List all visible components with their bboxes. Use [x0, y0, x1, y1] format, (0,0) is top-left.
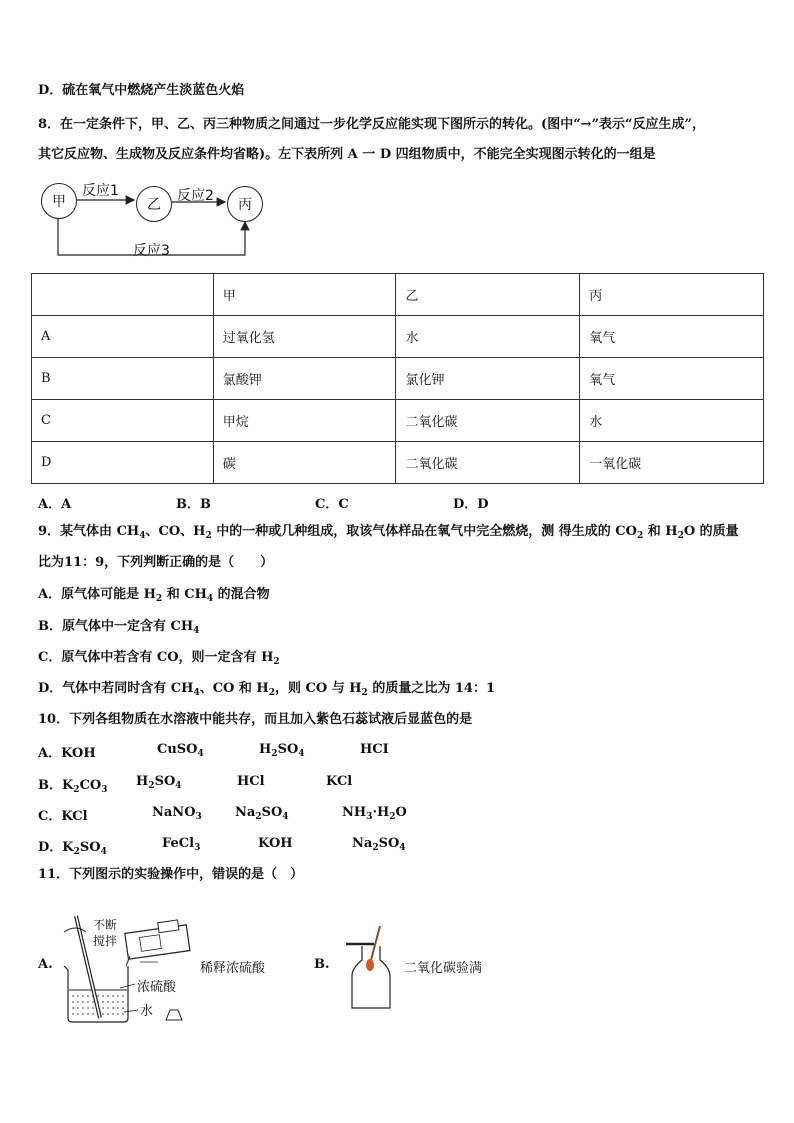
q11-stem: 11．下列图示的实验操作中，错误的是（ ） — [38, 867, 304, 882]
table-cell: D — [32, 442, 214, 484]
beaker-drawing — [60, 910, 200, 1030]
node-bing: 丙 — [227, 186, 263, 222]
table-cell: 氧气 — [580, 358, 764, 400]
q10-c-3: $Na_2SO_4$ — [235, 805, 289, 822]
q9-option-c: C．原气体中若含有 CO，则一定含有 $H_2$ — [38, 650, 280, 667]
q11-a-letter: A. — [38, 957, 53, 972]
q11-a-caption: 稀释浓硫酸 — [200, 961, 266, 976]
table-cell: 二氧化碳 — [396, 442, 580, 484]
q9-option-d: D．气体中若同时含有 $CH_4$、CO 和 $H_2$，则 CO 与 $H_2$ 的质量之比为 14：1 — [38, 681, 495, 698]
table-row — [32, 400, 764, 442]
substance-table — [31, 273, 764, 484]
q10-b-4: KCl — [326, 774, 353, 789]
table-header-cell: 甲 — [213, 274, 396, 316]
label-stir-1: 不断 — [93, 918, 118, 932]
label-conc-acid: 浓硫酸 — [137, 980, 177, 995]
q8-option-b: B．B — [176, 497, 211, 512]
table-cell: 过氧化氢 — [213, 316, 396, 358]
q10-d-4: $Na_2SO_4$ — [352, 836, 406, 853]
table-cell: 水 — [580, 400, 764, 442]
label-water: 水 — [140, 1004, 154, 1019]
table-header-cell: 乙 — [396, 274, 580, 316]
q10-c-2: NaNO$_3$ — [152, 805, 202, 822]
edge-label-reaction1: 反应1 — [82, 183, 119, 199]
table-row — [32, 442, 764, 484]
table-header-cell: 丙 — [580, 274, 764, 316]
edge-label-reaction2: 反应2 — [177, 188, 214, 204]
q10-b-2: $H_2SO_4$ — [136, 774, 182, 791]
table-cell: 碳 — [213, 442, 396, 484]
q9-option-a: A．原气体可能是 $H_2$ 和 $CH_4$ 的混合物 — [38, 587, 270, 604]
table-cell: 氯化钾 — [396, 358, 580, 400]
q11-b-letter: B. — [314, 957, 330, 972]
table-cell: 氧气 — [580, 316, 764, 358]
q9-stem-line2: 比为11：9，下列判断正确的是（ ） — [38, 555, 274, 570]
q10-c-4: $NH_3\cdot H_2O$ — [342, 805, 407, 822]
table-cell: 氯酸钾 — [213, 358, 396, 400]
label-stir-2: 搅拌 — [93, 934, 118, 948]
table-cell: 甲烷 — [213, 400, 396, 442]
q10-d-2: FeCl$_3$ — [162, 836, 201, 853]
q7-option-d: D．硫在氧气中燃烧产生淡蓝色火焰 — [38, 83, 245, 98]
q10-a-1: A．KOH — [38, 746, 96, 761]
q10-a-3: $H_2SO_4$ — [259, 742, 305, 759]
table-row — [32, 316, 764, 358]
q8-option-c: C．C — [315, 497, 349, 512]
q8-option-d: D．D — [453, 497, 489, 512]
q11-b-caption: 二氧化碳验满 — [404, 961, 483, 976]
table-cell: C — [32, 400, 214, 442]
edge-label-reaction3: 反应3 — [133, 243, 170, 259]
table-header-cell — [32, 274, 214, 316]
table-cell: A — [32, 316, 214, 358]
q10-d-3: KOH — [258, 836, 293, 851]
diagram-arrows — [0, 0, 794, 270]
q10-b-1: B．$K_2CO_3$ — [38, 778, 108, 795]
q8-stem-line2: 其它反应物、生成物及反应条件均省略)。左下表所列 A 一 D 四组物质中，不能完全实现图示转化的一组是 — [38, 147, 656, 162]
table-cell: 水 — [396, 316, 580, 358]
q8-option-a: A．A — [38, 497, 72, 512]
table-row — [32, 358, 764, 400]
q10-a-4: HCI — [360, 742, 389, 757]
node-jia: 甲 — [41, 183, 77, 219]
q10-c-1: C．KCl — [38, 809, 88, 824]
q9-option-b: B．原气体中一定含有 $CH_4$ — [38, 619, 200, 636]
q10-stem: 10．下列各组物质在水溶液中能共存，而且加入紫色石蕊试液后显蓝色的是 — [38, 712, 473, 727]
q8-stem-line1: 8．在一定条件下，甲、乙、丙三种物质之间通过一步化学反应能实现下图所示的转化。(图中“→”表示“反应生成”， — [38, 117, 705, 132]
node-yi: 乙 — [136, 186, 172, 222]
q10-b-3: HCl — [237, 774, 265, 789]
q10-a-2: CuSO$_4$ — [157, 742, 204, 759]
gas-bottle-drawing — [340, 920, 400, 1015]
table-cell: 一氧化碳 — [580, 442, 764, 484]
table-cell: B — [32, 358, 214, 400]
q9-stem-line1: 9．某气体由 $CH_4$、CO、$H_2$ 中的一种或几种组成，取该气体样品在氧气中完全燃烧，测 得生成的 $CO_2$ 和 $H_2O$ 的质量 — [38, 524, 739, 541]
table-cell: 二氧化碳 — [396, 400, 580, 442]
q10-d-1: D．$K_2SO_4$ — [38, 840, 107, 857]
table-header-row — [32, 274, 764, 316]
